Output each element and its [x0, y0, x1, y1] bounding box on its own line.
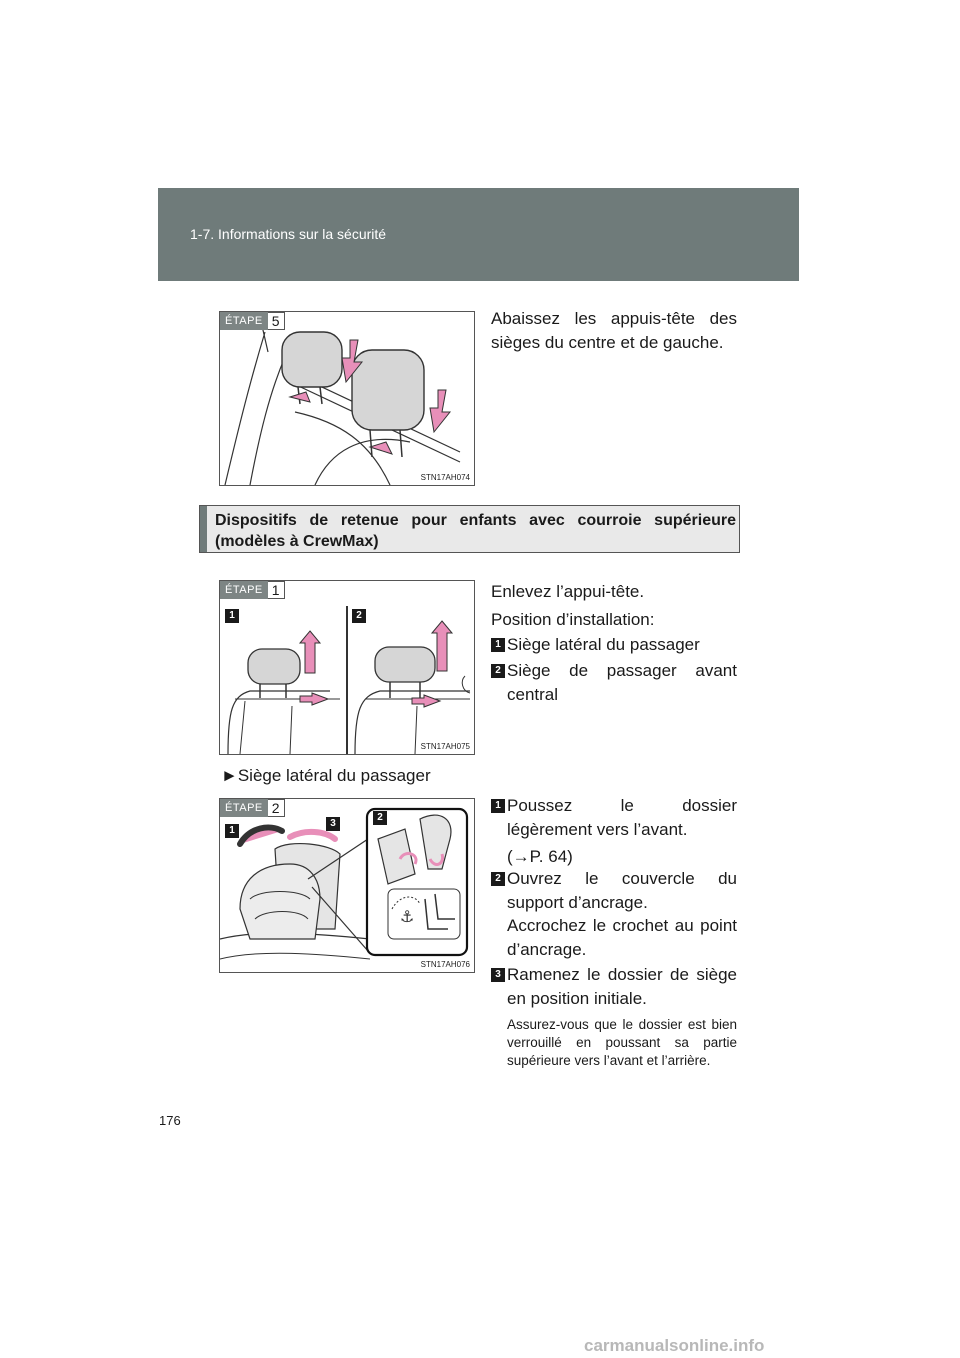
step-number: 5 [268, 312, 285, 330]
step-label: ÉTAPE [220, 581, 268, 599]
figure-marker-2: 2 [373, 811, 387, 825]
step-badge [220, 799, 285, 817]
step-1-instruction: Enlevez l’appui-tête. [491, 582, 645, 601]
item-text: Siège de passager avant central [507, 661, 737, 704]
step-label: ÉTAPE [220, 312, 268, 330]
position-item [491, 659, 737, 707]
section-title: Dispositifs de retenue pour enfants avec courroie supérieure (modèles à CrewMax) [215, 512, 736, 550]
item-number-badge: 1 [491, 799, 505, 813]
item-number-badge: 2 [491, 664, 505, 678]
headrest-lower-illustration [220, 312, 474, 485]
step-label: ÉTAPE [220, 799, 268, 817]
chapter-title: 1-7. Informations sur la sécurité [190, 226, 387, 242]
item-number-badge: 2 [491, 872, 505, 886]
step-number: 1 [268, 581, 285, 599]
safety-note: Assurez-vous que le dossier est bien verrouillé en poussant sa partie supérieure vers l’avant et l’arrière. [507, 1017, 737, 1068]
section-accent-bar [200, 506, 207, 552]
item-text: Ramenez le dossier de siège en position initiale. [507, 965, 737, 1008]
item-text: Poussez le dossier légèrement vers l’avant. [507, 796, 737, 839]
item-extra-text: Accrochez le crochet au point d’ancrage. [507, 916, 737, 959]
headrest-removal-illustration [220, 581, 474, 754]
item-number-badge: 1 [491, 638, 505, 652]
subheading: ►Siège latéral du passager [221, 766, 431, 785]
figure-code: STN17AH075 [420, 742, 470, 751]
step-2-item [491, 867, 737, 915]
figure-marker-2: 2 [352, 609, 366, 623]
figure-marker-1: 1 [225, 824, 239, 838]
figure-marker-3: 3 [326, 817, 340, 831]
chapter-header [158, 188, 799, 281]
step-5-instruction: Abaissez les appuis-tête des sièges du centre et de gauche. [491, 309, 737, 352]
figure-step-2 [219, 798, 475, 973]
child-seat-anchor-illustration [220, 799, 474, 972]
watermark: carmanualsonline.info [584, 1336, 765, 1355]
page-number: 176 [159, 1113, 181, 1128]
figure-step-5 [219, 311, 475, 486]
figure-marker-1: 1 [225, 609, 239, 623]
svg-text:⚓: ⚓ [400, 907, 415, 926]
figure-code: STN17AH076 [420, 960, 470, 969]
figure-step-1 [219, 580, 475, 755]
step-2-item [491, 794, 737, 842]
item-text: Siège latéral du passager [507, 635, 700, 654]
section-heading-box [199, 505, 740, 553]
item-number-badge: 3 [491, 968, 505, 982]
installation-position-label: Position d’installation: [491, 610, 655, 629]
step-number: 2 [268, 799, 285, 817]
step-2-item [491, 963, 737, 1011]
item-text: Ouvrez le couvercle du support d’ancrage. [507, 869, 737, 912]
step-badge [220, 581, 285, 599]
page-reference: (→P. 64) [507, 847, 573, 866]
figure-code: STN17AH074 [420, 473, 470, 482]
step-badge [220, 312, 285, 330]
position-item [491, 633, 737, 657]
